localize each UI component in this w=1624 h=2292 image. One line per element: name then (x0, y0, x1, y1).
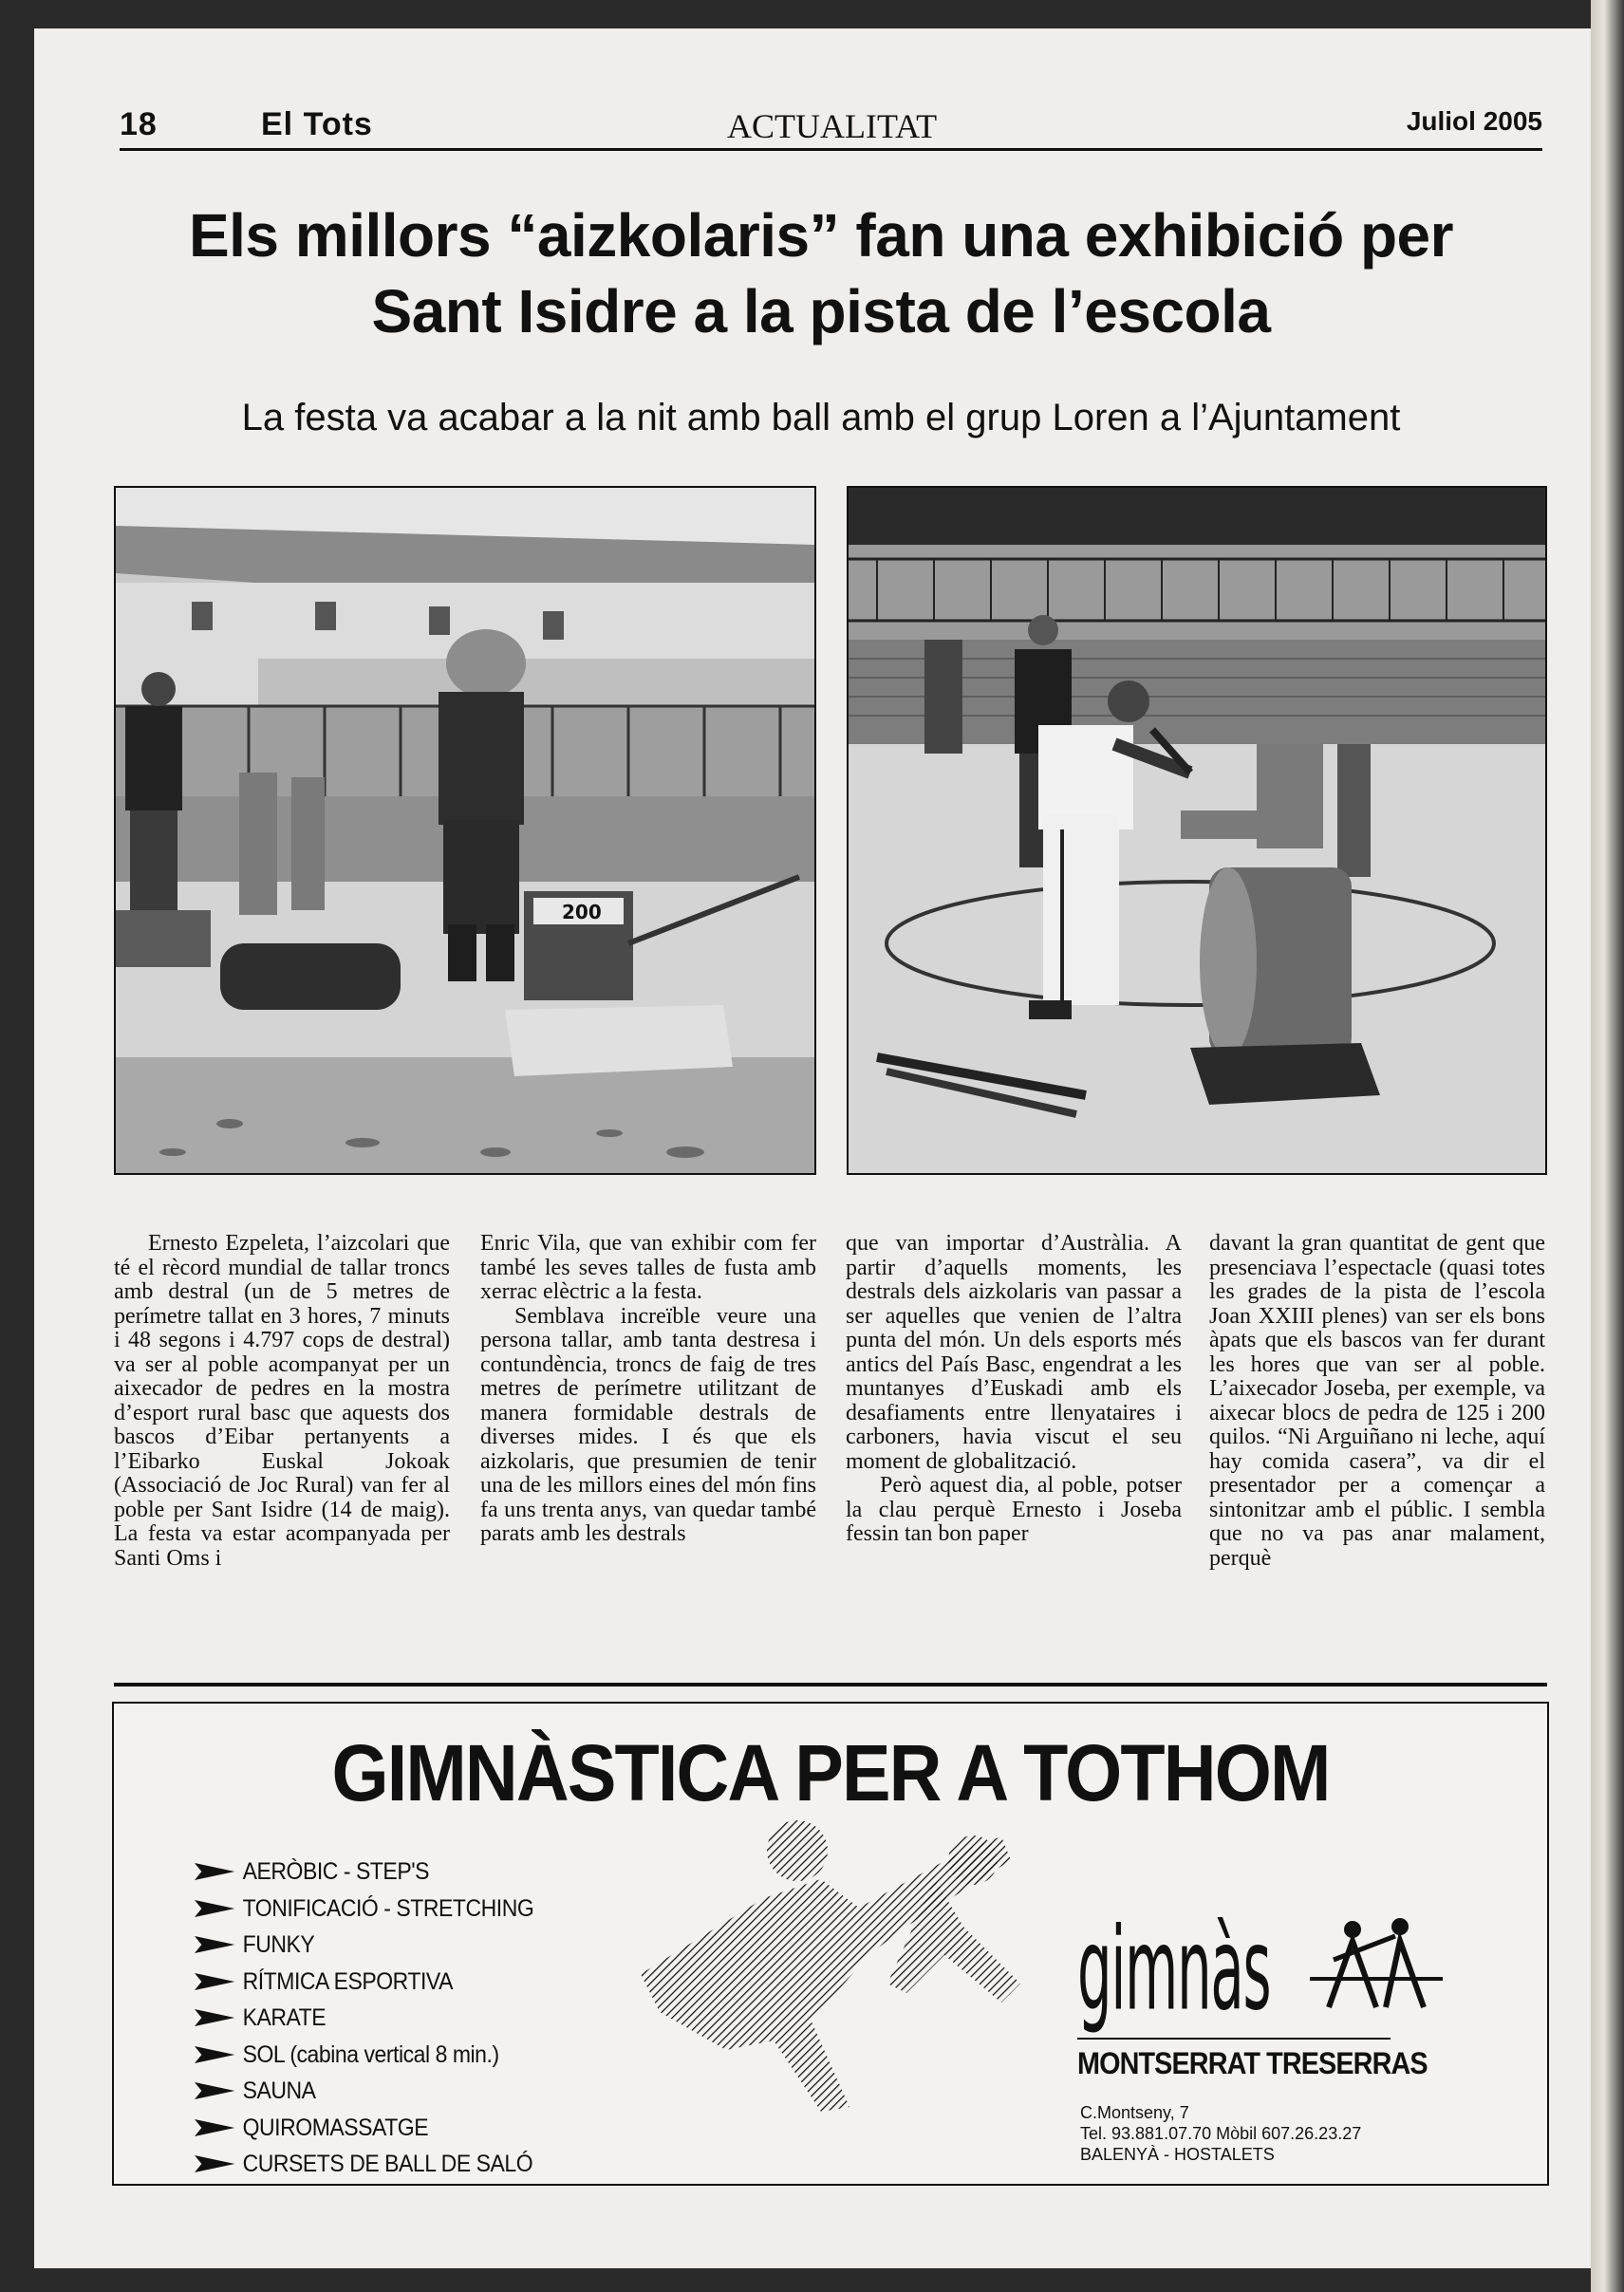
ad-top-rule (114, 1683, 1547, 1686)
service-item (195, 1858, 533, 1895)
column-1-paragraph: Ernesto Ezpeleta, l’aizcolari que té el rècord mundial de tallar troncs amb destral (un de 5 metres de perímetre tallat en 3 hores, 7 minuts i 48 segons i 4.797 cops de destral) va ser al poble acompanyat per un aixecador de pedres en la mostra d’esport rural basc que aquests dos bascos d’Eibar pertanyents a l’Eibarko Euskal Jokoak (Associació de Joc Rural) van fer al poble per Sant Isidre (14 de maig). La festa va estar acompanyada per Santi Oms i (114, 1231, 450, 1571)
arrow-bullet-icon (195, 2080, 234, 2101)
service-item (195, 2041, 533, 2078)
address-town: BALENYÀ - HOSTALETS (1080, 2145, 1275, 2164)
photo-stone-lifter (114, 486, 816, 1175)
service-item (195, 2115, 533, 2152)
photo-log-chopper (847, 486, 1547, 1175)
brand-rule (1077, 2038, 1391, 2040)
service-item (195, 1895, 533, 1932)
gymnast-silhouette-icon (622, 1794, 1068, 2116)
service-item (195, 1968, 533, 2005)
service-item (195, 1931, 533, 1968)
arrow-bullet-icon (195, 1898, 234, 1919)
publication-name: El Tots (261, 106, 373, 142)
page-binding-edge (1591, 0, 1624, 2292)
service-item (195, 2151, 533, 2188)
arrow-bullet-icon (195, 2007, 234, 2028)
column-4-paragraph: davant la gran quantitat de gent que presenciava l’espectacle (quasi totes les grades de la pista de l’escola Joan XXIII plenes) van ser els bons àpats que els bascos van fer durant les hores que van ser al poble. L’aixecador Joseba, per exemple, va aixecar blocs de pedra de 125 i 200 quilos. “Ni Arguiñano ni leche, aquí hay comida casera”, va dir el presentador per a començar a sintonitzar amb el públic. I sembla que no va pas anar malament, perquè (1209, 1231, 1545, 1571)
service-label: CURSETS DE BALL DE SALÓ (242, 2151, 533, 2177)
arrow-bullet-icon (195, 2153, 234, 2174)
arrow-bullet-icon (195, 2044, 234, 2065)
service-label: QUIROMASSATGE (242, 2114, 429, 2141)
issue-date: Juliol 2005 (1406, 106, 1542, 136)
article-column-2 (480, 1232, 816, 1547)
column-2-paragraph-2: Semblava increïble veure una persona tallar, amb tanta destresa i contundència, troncs de faig de tres metres de perímetre utilitzant de manera formidable destrals de diverses mides. I és que els aizkolaris, que presumien de tenir una de les millors eines del món fins fa uns trenta anys, van quedar també parats amb les destrals (480, 1303, 816, 1546)
column-3-paragraph-1: que van importar d’Austràlia. A partir d’aquells moments, les destrals dels aizkolaris van passar a ser aquelles que venien de l’altra punta del món. Un dels esports més antics del País Basc, engendrat a les muntanyes d’Euskadi amb els desafiaments entre llenyataires i carboners, havia viscut el seu moment de globalització. (846, 1231, 1182, 1474)
service-label: KARATE (242, 2004, 327, 2031)
ad-title: GIMNÀSTICA PER A TOTHOM (331, 1728, 1330, 1817)
service-item (195, 2078, 533, 2115)
article-column-4 (1209, 1232, 1545, 1571)
gym-brand-name: MONTSERRAT TRESERRAS (1077, 2046, 1428, 2080)
service-label: AERÒBIC - STEP'S (242, 1858, 430, 1885)
column-2-paragraph-1: Enric Vila, que van exhibir com fer també les seves talles de fusta amb xerrac elèctric a la festa. (480, 1231, 816, 1304)
stone-weight-sign: 200 (562, 901, 602, 923)
headline-line-1: Els millors “aizkolaris” fan una exhibició per (188, 201, 1454, 270)
address-street: C.Montseny, 7 (1080, 2103, 1189, 2122)
arrow-bullet-icon (195, 1934, 234, 1955)
header-rule (120, 148, 1542, 151)
gym-address (1080, 2102, 1361, 2165)
service-item (195, 2004, 533, 2041)
article-headline (95, 197, 1547, 349)
address-phone: Tel. 93.881.07.70 Mòbil 607.26.23.27 (1080, 2124, 1362, 2143)
service-label: RÍTMICA ESPORTIVA (242, 1967, 453, 1995)
section-name: ACTUALITAT (727, 107, 938, 145)
gym-logo-word: gimnàs (1077, 1903, 1271, 2036)
arrow-bullet-icon (195, 2117, 234, 2138)
article-column-1 (114, 1232, 450, 1571)
page-header (85, 74, 1542, 150)
gym-logo-figures-icon (1310, 1912, 1443, 2017)
arrow-bullet-icon (195, 1971, 234, 1992)
service-label: FUNKY (242, 1931, 315, 1958)
service-label: SAUNA (242, 2078, 316, 2104)
column-3-paragraph-2: Però aquest dia, al poble, potser la clau perquè Ernesto i Joseba fessin tan bon paper (846, 1473, 1182, 1546)
photo-log-chopper-image (849, 488, 1545, 1173)
arrow-bullet-icon (195, 1861, 234, 1882)
page-number: 18 (120, 106, 158, 142)
service-label: SOL (cabina vertical 8 min.) (242, 2040, 499, 2068)
services-list (195, 1858, 563, 2188)
article-subheadline: La festa va acabar a la nit amb ball amb el grup Loren a l’Ajuntament (241, 397, 1401, 438)
headline-line-2: Sant Isidre a la pista de l’escola (371, 277, 1271, 345)
service-label: TONIFICACIÓ - STRETCHING (242, 1894, 534, 1922)
gym-advertisement (112, 1702, 1549, 2186)
photo-stone-lifter-image (116, 488, 814, 1173)
article-column-3 (846, 1232, 1182, 1547)
